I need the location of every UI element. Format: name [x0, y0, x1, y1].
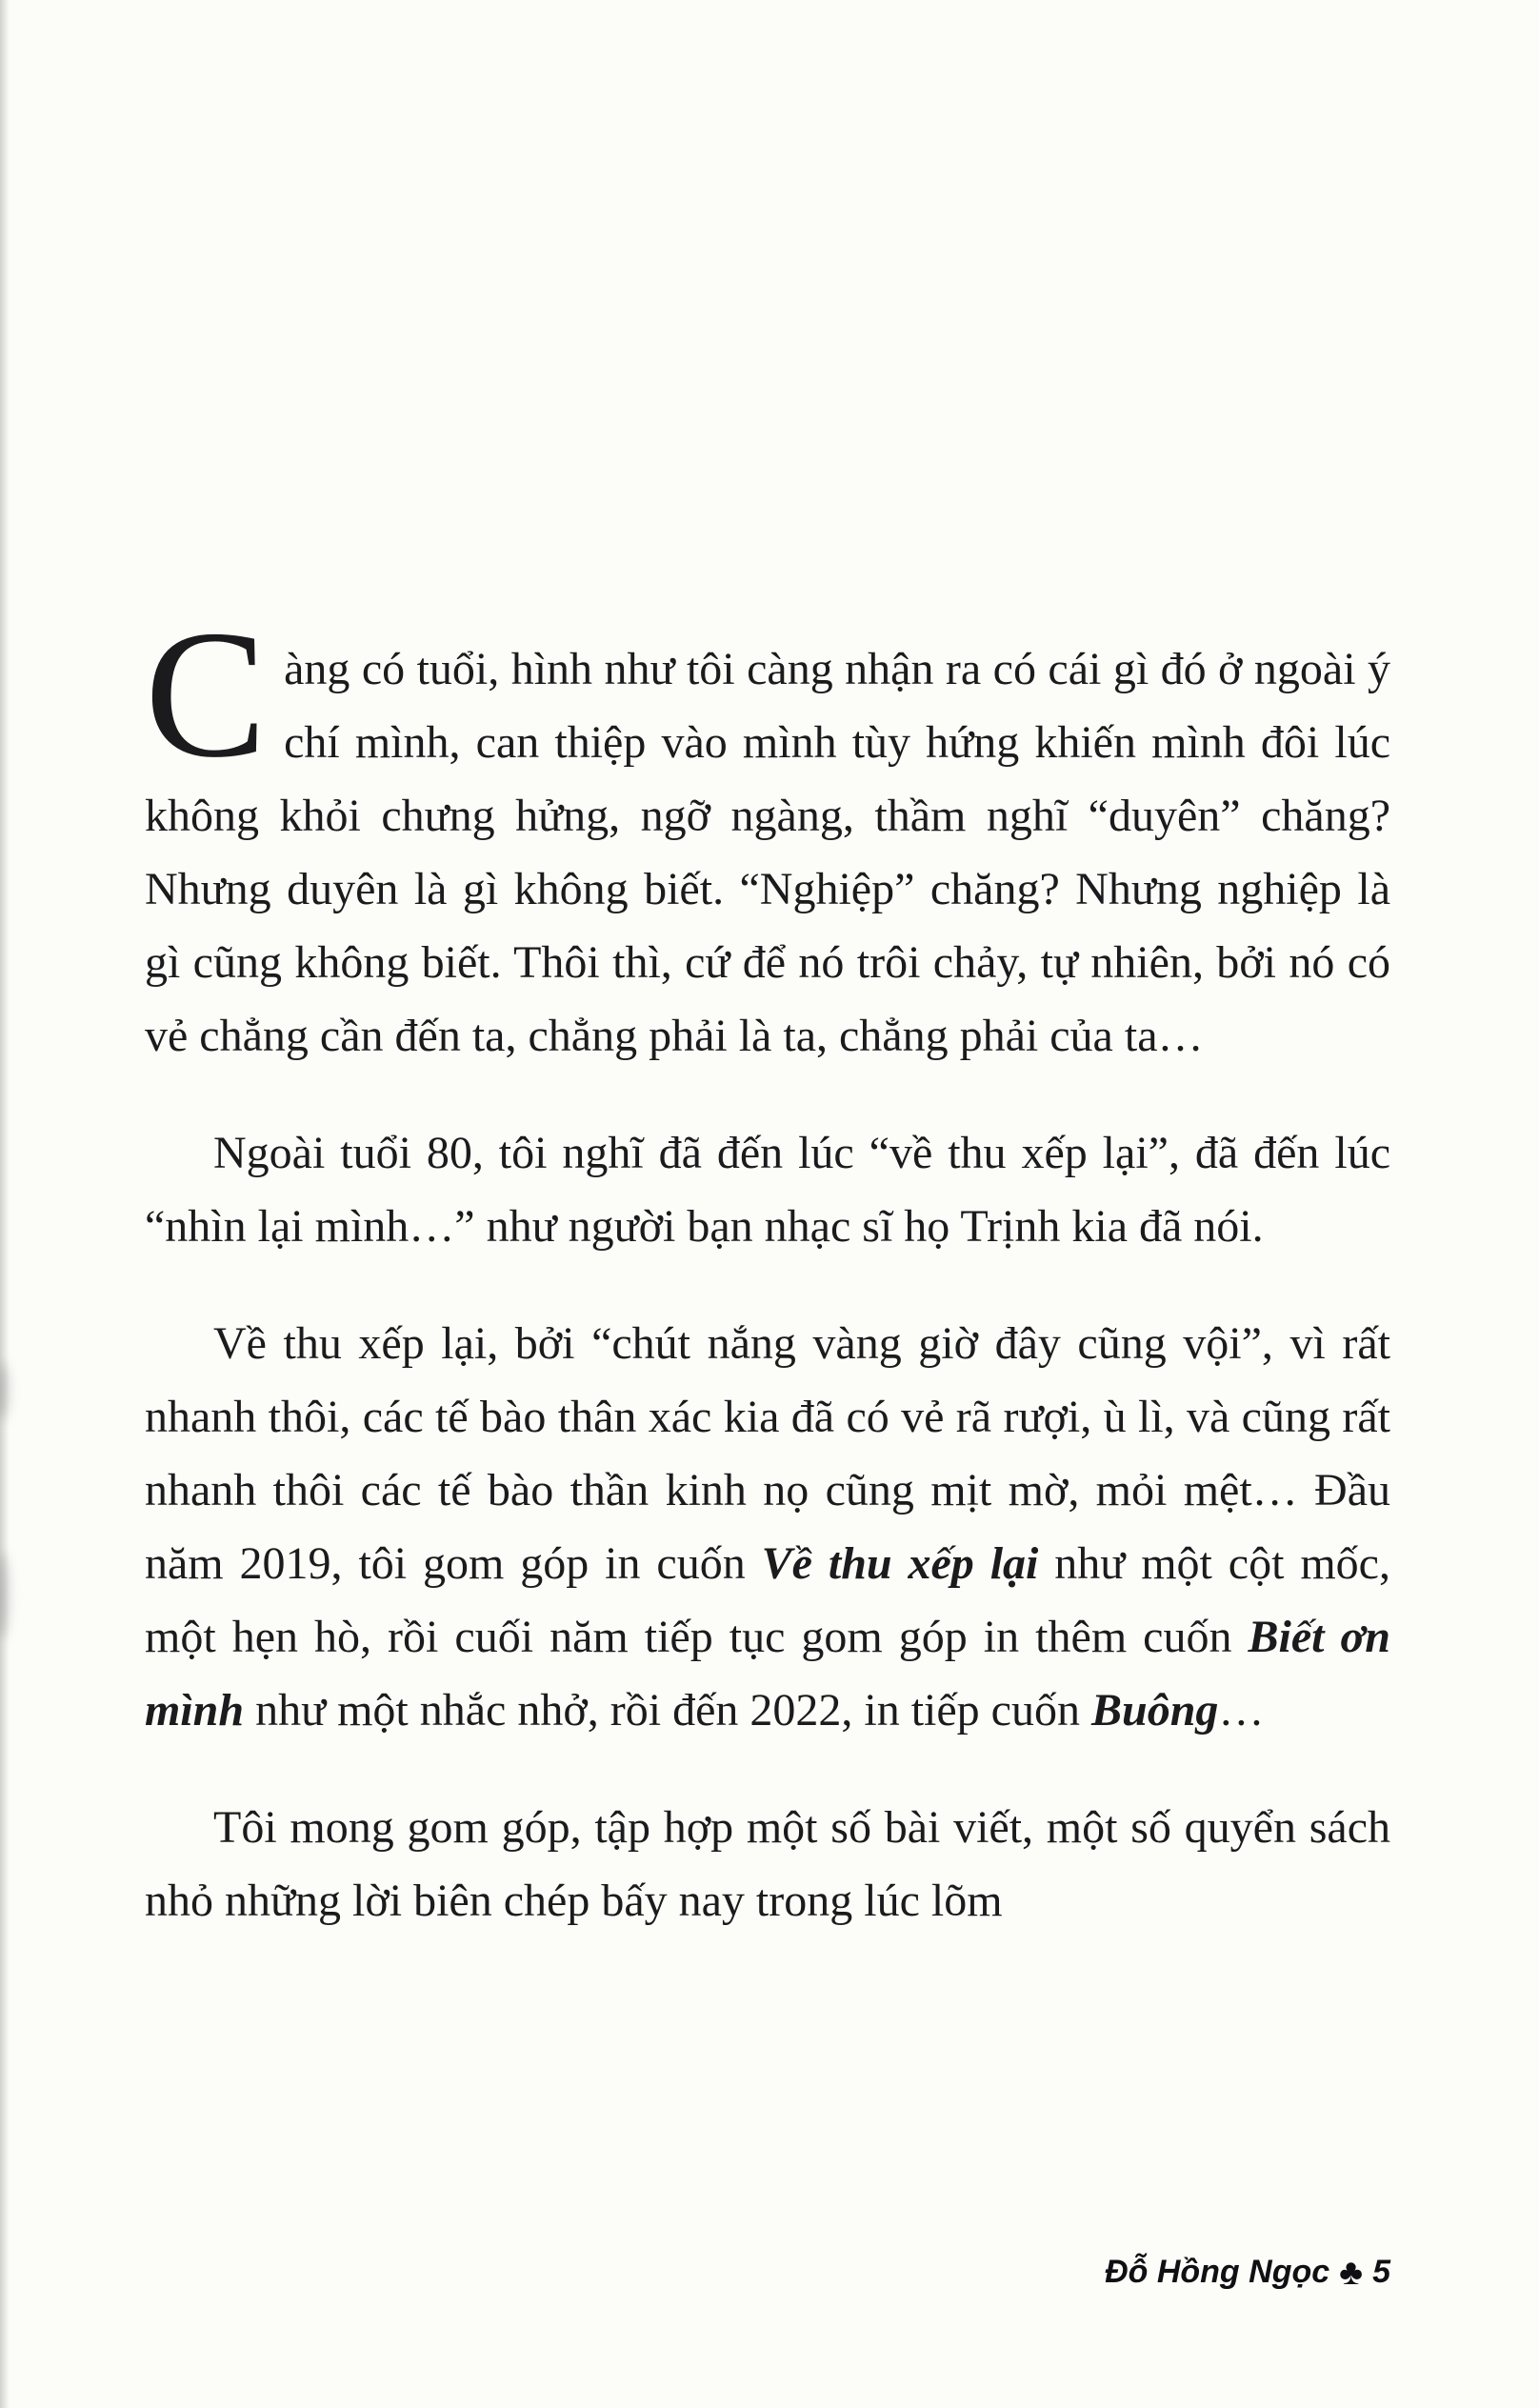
scan-edge-shadow [0, 0, 10, 2408]
text-segment: … [1218, 1685, 1265, 1736]
paragraph [145, 1307, 1390, 1747]
paper-smudge [0, 1553, 9, 1638]
text-segment: như một nhắc nhở, rồi đến 2022, in tiếp cuốn [244, 1685, 1091, 1736]
text-segment: Tôi mong gom góp, tập hợp một số bài viết, một số quyển sách nhỏ những lời biên chép bấy nay trong lúc lõm [145, 1802, 1390, 1926]
book-title: Biết ơn mình [145, 1612, 1390, 1736]
footer-page-number: 5 [1372, 2254, 1390, 2290]
drop-cap: C [145, 592, 268, 795]
text-segment: Ngoài tuổi 80, tôi nghĩ đã đến lúc “về thu xếp lại”, đã đến lúc “nhìn lại mình…” như người bạn nhạc sĩ họ Trịnh kia đã nói. [145, 1128, 1390, 1252]
text-segment: Về thu xếp lại, bởi “chút nắng vàng giờ đây cũng vội”, vì rất nhanh thôi, các tế bào thân xác kia đã có vẻ rã rượi, ù lì, và cũng rất nhanh thôi các tế bào thần kinh nọ cũng mịt mờ, mỏi mệt… Đầu năm 2019, tôi gom góp in cuốn [145, 1318, 1390, 1589]
paragraph [145, 1116, 1390, 1263]
text-segment: àng có tuổi, hình như tôi càng nhận ra có cái gì đó ở ngoài ý chí mình, can thiệp vào mình tùy hứng khiến mình đôi lúc không khỏi chưng hửng, ngỡ ngàng, thầm nghĩ “duyên” chăng? Nhưng duyên là gì không biết. “Nghiệp” chăng? Nhưng nghiệp là gì cũng không biết. Thôi thì, cứ để nó trôi chảy, tự nhiên, bởi nó có vẻ chẳng cần đến ta, chẳng phải là ta, chẳng phải của ta… [145, 644, 1390, 1061]
paper-smudge [0, 1362, 9, 1419]
book-title: Buông [1090, 1685, 1219, 1736]
club-suit-icon: ♣ [1339, 2252, 1364, 2293]
paragraph [145, 1791, 1390, 1937]
page-body [145, 592, 1390, 1981]
text-segment: như một cột mốc, một hẹn hò, rồi cuối năm tiếp tục gom góp in thêm cuốn [145, 1538, 1390, 1662]
paragraph [145, 592, 1390, 1073]
footer-author: Đỗ Hồng Ngọc [1105, 2254, 1330, 2290]
book-title: Về thu xếp lại [761, 1538, 1039, 1589]
page-footer [1105, 2254, 1390, 2291]
